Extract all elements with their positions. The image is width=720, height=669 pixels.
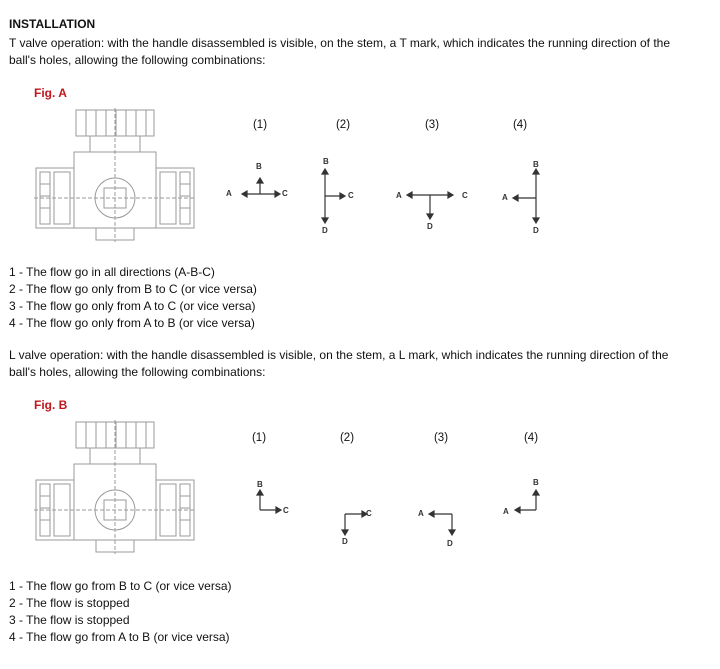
fig-a-1-letter-b: B bbox=[256, 162, 262, 171]
fig-b-4-letter-b: B bbox=[533, 478, 539, 487]
fig-a-flow-list bbox=[9, 264, 257, 332]
fig-b-col-4: (4) bbox=[523, 432, 539, 444]
fig-b-3-letter-d: D bbox=[447, 539, 453, 548]
fig-a-4-letter-b: B bbox=[533, 160, 539, 169]
fig-b-flow-3-diagram bbox=[428, 508, 460, 536]
fig-a-4-letter-d: D bbox=[533, 226, 539, 235]
fig-a-col-4: (4) bbox=[512, 119, 528, 131]
fig-a-col-1: (1) bbox=[252, 119, 268, 131]
t-valve-intro bbox=[9, 35, 699, 69]
fig-b-flow-list bbox=[9, 578, 232, 646]
fig-a-3-letter-c: C bbox=[462, 191, 468, 200]
fig-a-flow-2-diagram bbox=[318, 168, 348, 224]
fig-a-2-letter-d: D bbox=[322, 226, 328, 235]
fig-b-flow-item-4: 4 - The flow go from A to B (or vice versa) bbox=[9, 630, 230, 644]
fig-a-col-3: (3) bbox=[424, 119, 440, 131]
fig-a-3-letter-d: D bbox=[427, 222, 433, 231]
fig-a-label: Fig. A bbox=[34, 86, 67, 100]
fig-b-flow-item-1: 1 - The flow go from B to C (or vice versa) bbox=[9, 579, 232, 593]
fig-b-col-1: (1) bbox=[251, 432, 267, 444]
l-valve-intro bbox=[9, 347, 699, 381]
fig-b-label: Fig. B bbox=[34, 398, 68, 412]
fig-b-col-2: (2) bbox=[339, 432, 355, 444]
l-valve-intro-line-2: ball's holes, allowing the following combinations: bbox=[9, 365, 266, 379]
fig-a-flow-3-diagram bbox=[406, 188, 456, 224]
fig-b-3-letter-a: A bbox=[418, 509, 424, 518]
fig-b-flow-1-diagram bbox=[254, 490, 284, 516]
fig-a-flow-item-3: 3 - The flow go only from A to C (or vice versa) bbox=[9, 299, 256, 313]
fig-b-flow-item-2: 2 - The flow is stopped bbox=[9, 596, 130, 610]
fig-b-2-letter-d: D bbox=[342, 537, 348, 546]
fig-a-col-2: (2) bbox=[335, 119, 351, 131]
fig-a-2-letter-b: B bbox=[323, 157, 329, 166]
fig-b-flow-item-3: 3 - The flow is stopped bbox=[9, 613, 130, 627]
fig-b-1-letter-b: B bbox=[257, 480, 263, 489]
fig-a-flow-item-2: 2 - The flow go only from B to C (or vice versa) bbox=[9, 282, 257, 296]
fig-a-2-letter-c: C bbox=[348, 191, 354, 200]
t-valve-intro-line-1: T valve operation: with the handle disassembled is visible, on the stem, a T mark, which indicates the running direction of the bbox=[9, 36, 671, 50]
fig-a-flow-item-4: 4 - The flow go only from A to B (or vice versa) bbox=[9, 316, 255, 330]
fig-b-2-letter-c: C bbox=[366, 509, 372, 518]
t-valve-intro-line-2: ball's holes, allowing the following combinations: bbox=[9, 53, 266, 67]
fig-b-4-letter-a: A bbox=[503, 507, 509, 516]
fig-a-4-letter-a: A bbox=[502, 193, 508, 202]
fig-b-col-3: (3) bbox=[433, 432, 449, 444]
fig-a-1-letter-a: A bbox=[226, 189, 232, 198]
fig-a-flow-1-diagram bbox=[236, 178, 286, 208]
fig-b-flow-4-diagram bbox=[514, 490, 544, 516]
fig-a-valve-drawing bbox=[34, 108, 196, 242]
fig-a-1-letter-c: C bbox=[282, 189, 288, 198]
section-heading: INSTALLATION bbox=[9, 17, 96, 31]
fig-a-flow-item-1: 1 - The flow go in all directions (A-B-C) bbox=[9, 265, 215, 279]
l-valve-intro-line-1: L valve operation: with the handle disassembled is visible, on the stem, a L mark, which indicates the running direction of the bbox=[9, 348, 669, 362]
fig-b-1-letter-c: C bbox=[283, 506, 289, 515]
fig-a-flow-4-diagram bbox=[512, 168, 542, 224]
fig-b-valve-drawing bbox=[34, 420, 196, 554]
fig-a-3-letter-a: A bbox=[396, 191, 402, 200]
